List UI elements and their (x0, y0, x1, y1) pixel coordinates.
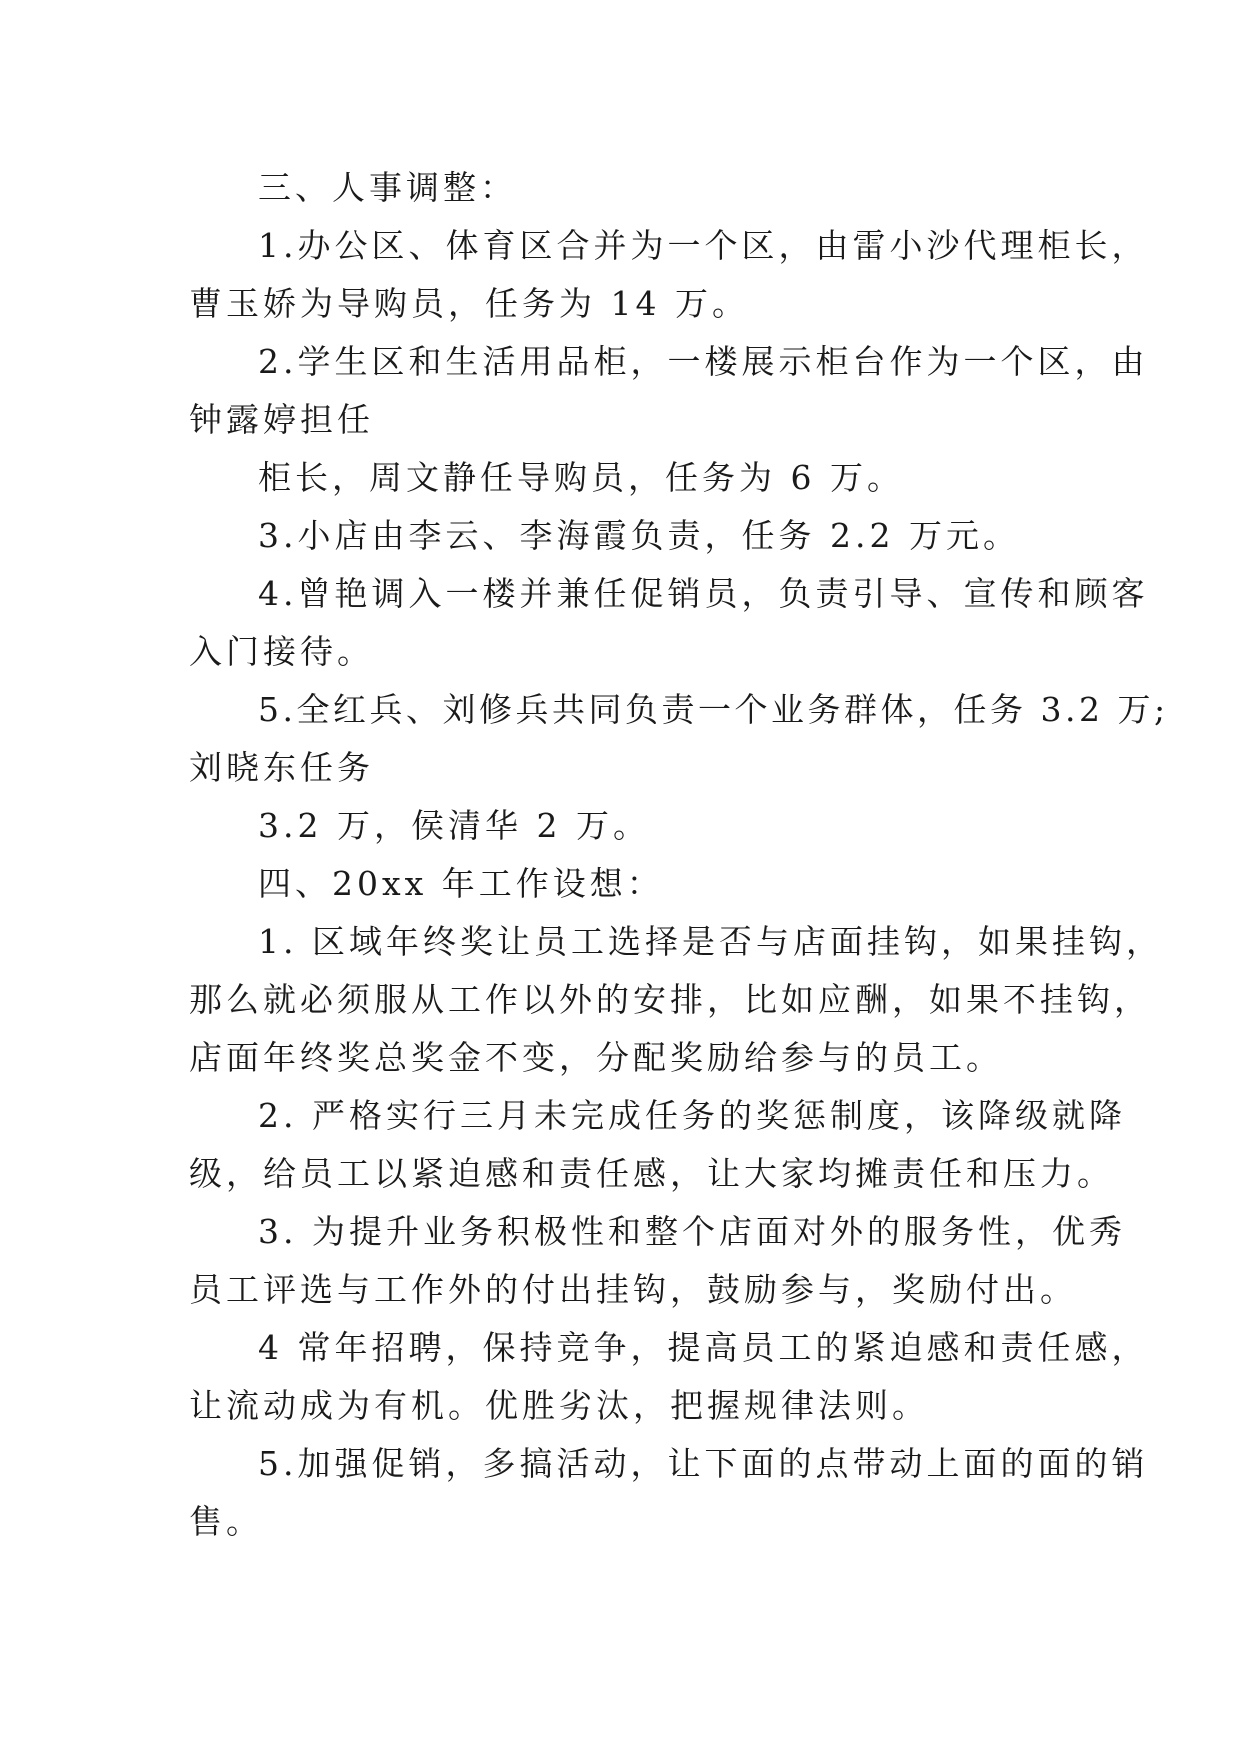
paragraph-line: 员工评选与工作外的付出挂钩，鼓励参与，奖励付出。 (189, 1270, 1077, 1309)
section-heading-personnel: 三、人事调整： (258, 168, 517, 207)
paragraph-line: 2.学生区和生活用品柜，一楼展示柜台作为一个区，由 (258, 342, 1149, 381)
paragraph-line: 曹玉娇为导购员，任务为 14 万。 (189, 284, 749, 323)
paragraph-line: 那么就必须服从工作以外的安排，比如应酬，如果不挂钩， (189, 980, 1151, 1019)
paragraph-line: 钟露婷担任 (189, 400, 374, 439)
paragraph-line: 3. 为提升业务积极性和整个店面对外的服务性，优秀 (258, 1212, 1126, 1251)
paragraph-line: 刘晓东任务 (189, 748, 374, 787)
paragraph-line: 3.2 万，侯清华 2 万。 (258, 806, 650, 845)
section-heading-plans: 四、20xx 年工作设想： (258, 864, 664, 903)
paragraph-line: 级，给员工以紧迫感和责任感，让大家均摊责任和压力。 (189, 1154, 1114, 1193)
paragraph-line: 柜长，周文静任导购员，任务为 6 万。 (258, 458, 904, 497)
paragraph-line: 4 常年招聘，保持竞争，提高员工的紧迫感和责任感， (258, 1328, 1149, 1367)
paragraph-line: 售。 (189, 1502, 263, 1541)
paragraph-line: 5.加强促销，多搞活动，让下面的点带动上面的面的销 (258, 1444, 1149, 1483)
paragraph-line: 入门接待。 (189, 632, 374, 671)
paragraph-line: 让流动成为有机。优胜劣汰，把握规律法则。 (189, 1386, 929, 1425)
paragraph-line: 1. 区域年终奖让员工选择是否与店面挂钩，如果挂钩， (258, 922, 1163, 961)
paragraph-line: 店面年终奖总奖金不变，分配奖励给参与的员工。 (189, 1038, 1003, 1077)
paragraph-line: 2. 严格实行三月未完成任务的奖惩制度，该降级就降 (258, 1096, 1126, 1135)
paragraph-line: 1.办公区、体育区合并为一个区，由雷小沙代理柜长， (258, 226, 1149, 265)
paragraph-line: 5.全红兵、刘修兵共同负责一个业务群体，任务 3.2 万; (258, 690, 1169, 729)
paragraph-line: 3.小店由李云、李海霞负责，任务 2.2 万元。 (258, 516, 1020, 555)
paragraph-line: 4.曾艳调入一楼并兼任促销员，负责引导、宣传和顾客 (258, 574, 1149, 613)
